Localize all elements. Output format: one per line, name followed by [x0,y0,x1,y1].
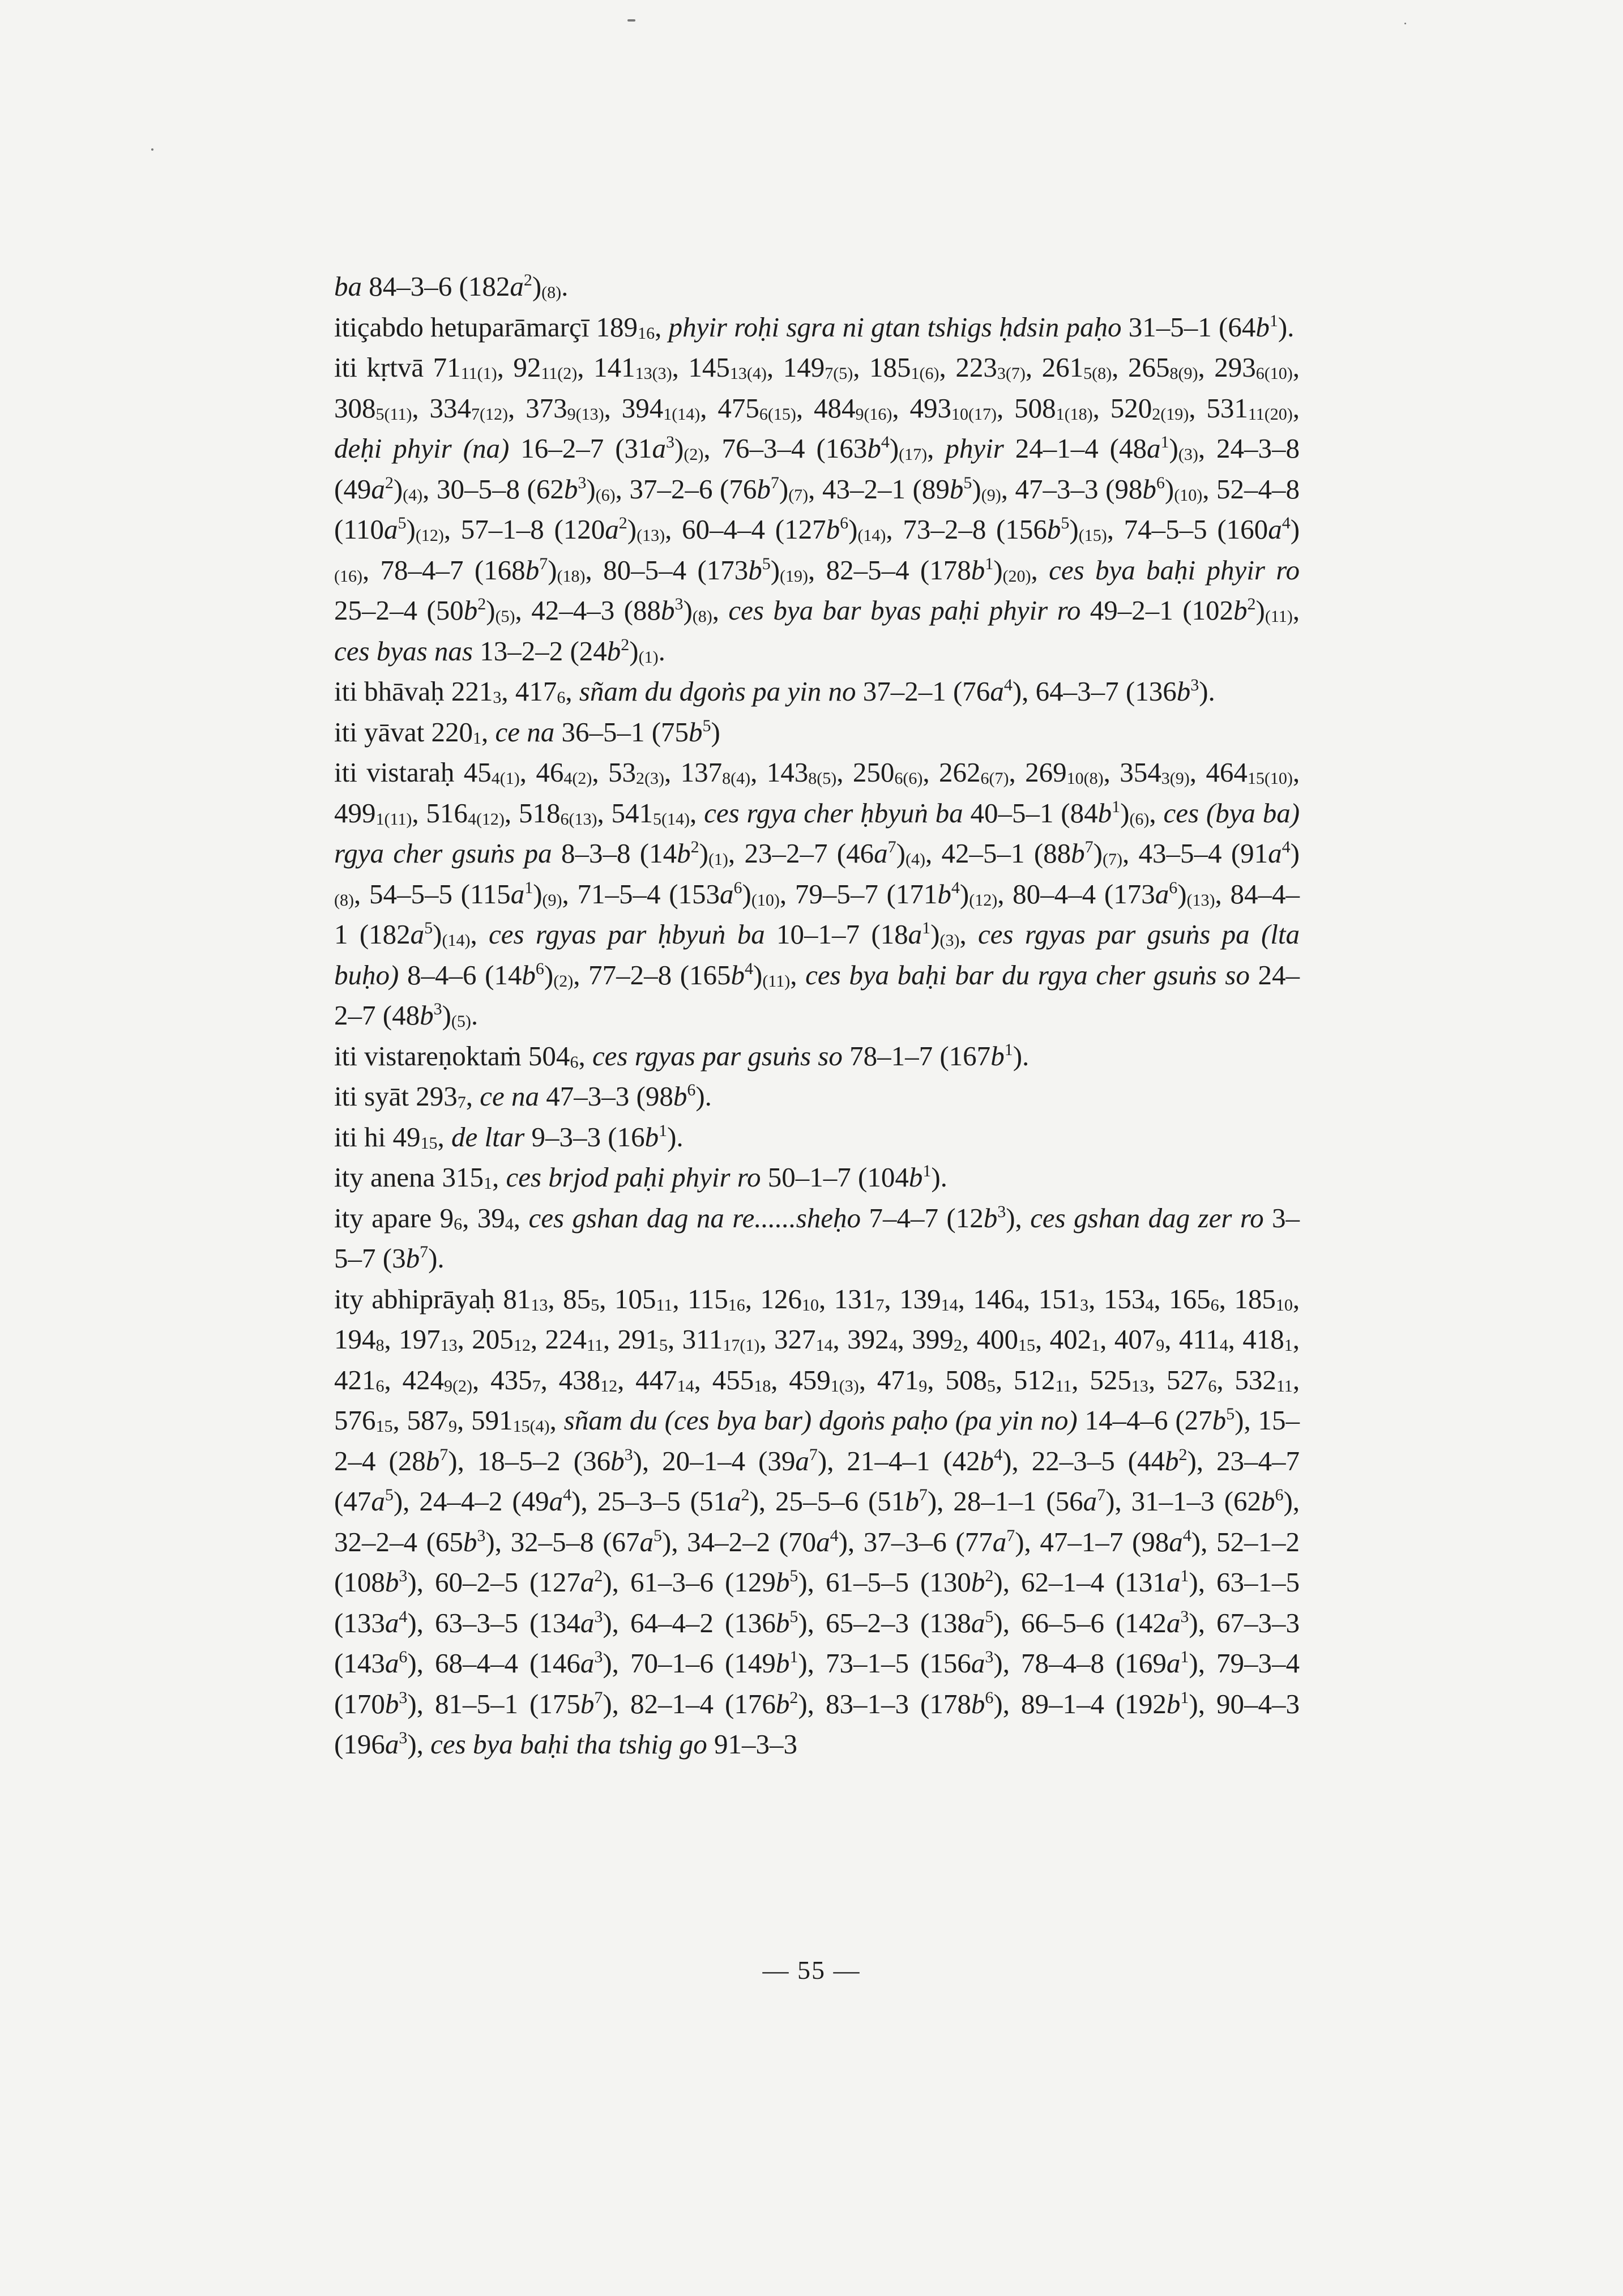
index-entry: iti vistaraḥ $45_{4(1)}$, $46_{4(2)}$, $53_{2(3)}$, $137_{8(4)}$, $143_{8(5)}$, $250_{6(6)}$, $262_{6(7)}$, $269_{10(8)}$, $354_{3(9)}$, $464_{15(10)}$, $499_{1(11)}$, $516_{4(12)}$, $518_{6(13)}$, $541_{5(14)}$, ces rgya cher ḥbyuṅ ba 40–5–1 $(84b^1)_{(6)}$, ces (bya ba) rgya cher gsuṅs pa 8–3–8 $(14b^2)_{(1)}$, 23–2–7 $(46a^7)_{(4)}$, 42–5–1 $(88b^7)_{(7)}$, 43–5–4 $(91a^4)_{(8)}$, 54–5–5 $(115a^1)_{(9)}$, 71–5–4 $(153a^6)_{(10)}$, 79–5–7 $(171b^4)_{(12)}$, 80–4–4 $(173a^6)_{(13)}$, 84–4–1 $(182a^5)_{(14)}$, ces rgyas par ḥbyuṅ ba 10–1–7 $(18a^1)_{(3)}$, ces rgyas par gsuṅs pa (lta buḥo) 8–4–6 $(14b^6)_{(2)}$, 77–2–8 $(165b^4)_{(11)}$, ces bya baḥi bar du rgya cher gsuṅs so 24–2–7 $(48b^3)_{(5)}$. [334,757,1300,1031]
index-entry: iti yāvat $220_1$, ce na 36–5–1 $(75b^5)$ [334,716,720,748]
index-entry: iti kṛtvā $71_{11(1)}$, $92_{11(2)}$, $141_{13(3)}$, $145_{13(4)}$, $149_{7(5)}$, $185_{1(6)}$, $223_{3(7)}$, $261_{5(8)}$, $265_{8(9)}$, $293_{6(10)}$, $308_{5(11)}$, $334_{7(12)}$, $373_{9(13)}$, $394_{1(14)}$, $475_{6(15)}$, $484_{9(16)}$, $493_{10(17)}$, $508_{1(18)}$, $520_{2(19)}$, $531_{11(20)}$, deḥi phyir (na) 16–2–7 $(31a^3)_{(2)}$, 76–3–4 $(163b^4)_{(17)}$, phyir 24–1–4 $(48a^1)_{(3)}$, 24–3–8 $(49a^2)_{(4)}$, 30–5–8 $(62b^3)_{(6)}$, 37–2–6 $(76b^7)_{(7)}$, 43–2–1 $(89b^5)_{(9)}$, 47–3–3 $(98b^6)_{(10)}$, 52–4–8 $(110a^5)_{(12)}$, 57–1–8 $(120a^2)_{(13)}$, 60–4–4 $(127b^6)_{(14)}$, 73–2–8 $(156b^5)_{(15)}$, 74–5–5 $(160a^4)_{(16)}$, 78–4–7 $(168b^7)_{(18)}$, 80–5–4 $(173b^5)_{(19)}$, 82–5–4 $(178b^1)_{(20)}$, ces bya baḥi phyir ro 25–2–4 $(50b^2)_{(5)}$, 42–4–3 $(88b^3)_{(8)}$, ces bya bar byas paḥi phyir ro 49–2–1 $(102b^2)_{(11)}$, ces byas nas 13–2–2 $(24b^2)_{(1)}$. [334,352,1300,667]
index-entry: ity apare $9_6$, $39_4$, ces gshan dag na re......sheḥo 7–4–7 $(12b^3)$, ces gshan dag zer ro 3–5–7 $(3b^7)$. [334,1202,1300,1274]
index-entry: ity anena $315_1$, ces brjod paḥi phyir ro 50–1–7 $(104b^1)$. [334,1162,947,1193]
scan-speck [151,148,153,151]
index-entry: itiçabdo hetuparāmarçī $189_{16}$, phyir roḥi sgra ni gtan tshigs ḥdsin paḥo 31–5–1 $(64b^1)$. [334,311,1295,343]
index-entry: ity abhiprāyaḥ $81_{13}$, $85_5$, $105_{11}$, $115_{16}$, $126_{10}$, $131_7$, $139_{14}$, $146_4$, $151_3$, $153_4$, $165_6$, $185_{10}$, $194_8$, $197_{13}$, $205_{12}$, $224_{11}$, $291_5$, $311_{17(1)}$, $327_{14}$, $392_4$, $399_2$, $400_{15}$, $402_1$, $407_9$, $411_4$, $418_1$, $421_6$, $424_{9(2)}$, $435_7$, $438_{12}$, $447_{14}$, $455_{18}$, $459_{1(3)}$, $471_9$, $508_5$, $512_{11}$, $525_{13}$, $527_6$, $532_{11}$, $576_{15}$, $587_9$, $591_{15(4)}$, sñam du (ces bya bar) dgoṅs paḥo (pa yin no) 14–4–6 $(27b^5)$, 15–2–4 $(28b^7)$, 18–5–2 $(36b^3)$, 20–1–4 $(39a^7)$, 21–4–1 $(42b^4)$, 22–3–5 $(44b^2)$, 23–4–7 $(47a^5)$, 24–4–2 $(49a^4)$, 25–3–5 $(51a^2)$, 25–5–6 $(51b^7)$, 28–1–1 $(56a^7)$, 31–1–3 $(62b^6)$, 32–2–4 $(65b^3)$, 32–5–8 $(67a^5)$, 34–2–2 $(70a^4)$, 37–3–6 $(77a^7)$, 47–1–7 $(98a^4)$, 52–1–2 $(108b^3)$, 60–2–5 $(127a^2)$, 61–3–6 $(129b^5)$, 61–5–5 $(130b^2)$, 62–1–4 $(131a^1)$, 63–1–5 $(133a^4)$, 63–3–5 $(134a^3)$, 64–4–2 $(136b^5)$, 65–2–3 $(138a^5)$, 66–5–6 $(142a^3)$, 67–3–3 $(143a^6)$, 68–4–4 $(146a^3)$, 70–1–6 $(149b^1)$, 73–1–5 $(156a^3)$, 78–4–8 $(169a^1)$, 79–3–4 $(170b^3)$, 81–5–1 $(175b^7)$, 82–1–4 $(176b^2)$, 83–1–3 $(178b^6)$, 89–1–4 $(192b^1)$, 90–4–3 $(196a^3)$, ces bya baḥi tha tshig go 91–3–3 [334,1283,1300,1760]
index-entry: iti syāt $293_7$, ce na 47–3–3 $(98b^6)$. [334,1081,712,1112]
scan-speck [1404,23,1406,24]
index-entry: iti hi $49_{15}$, de ltar 9–3–3 $(16b^1)$. [334,1121,684,1153]
index-entry: iti vistareṇoktaṁ $504_6$, ces rgyas par gsuṅs so 78–1–7 $(167b^1)$. [334,1040,1030,1072]
index-entry: iti bhāvaḥ $221_3$, $417_6$, sñam du dgoṅs pa yin no 37–2–1 $(76a^4)$, 64–3–7 $(136b^3)$. [334,676,1215,707]
page-number: — 55 — [762,1956,861,1985]
scan-speck [627,19,635,22]
index-entry: ba 84–3–6 $(182a^2)_{(8)}$. [334,271,569,302]
index-entries [334,266,1300,1765]
